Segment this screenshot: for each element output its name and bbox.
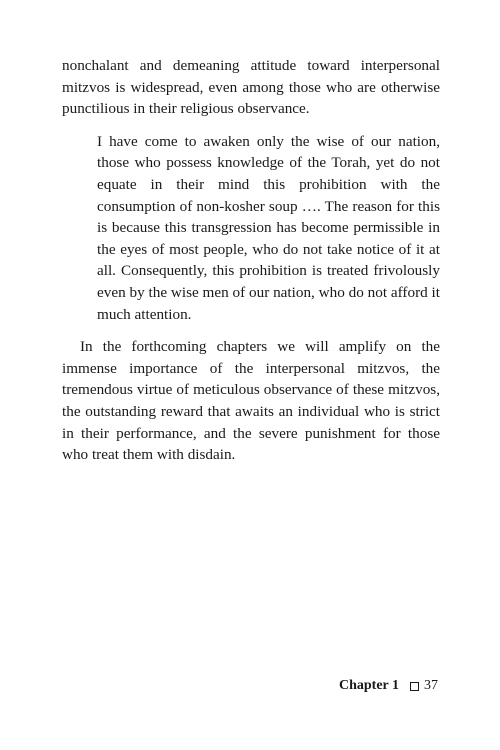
chapter-label: Chapter 1: [338, 678, 399, 693]
square-separator-icon: [410, 682, 419, 691]
page-footer: [339, 678, 438, 694]
page-number: 37: [424, 678, 438, 693]
body-text: [62, 55, 440, 466]
block-quote: [62, 131, 440, 325]
quote-text: I have come to awaken only the wise of our nation, those who possess knowledge of the Torah, yet do not equate in their mind this prohibition with the consumption of non-kosher soup …. The reason for this is because this transgression has become permissible in the eyes of most people, who do not take notice of it at all. Consequently, this prohibition is treated frivolously even by the wise men of our nation, who do not afford it much attention.: [97, 132, 440, 323]
paragraph-forthcoming-chapters: In the forthcoming chapters we will amplify on the immense importance of the interpersonal mitzvos, the tremendous virtue of meticulous observance of these mitzvos, the outstanding reward that awaits an individual who is strict in their performance, and the severe punishment for those who treat them with disdain.: [62, 338, 440, 464]
paragraph-continued: nonchalant and demeaning attitude toward interpersonal mitzvos is widespread, even among those who are otherwise punctilious in their religious observance.: [62, 57, 440, 118]
